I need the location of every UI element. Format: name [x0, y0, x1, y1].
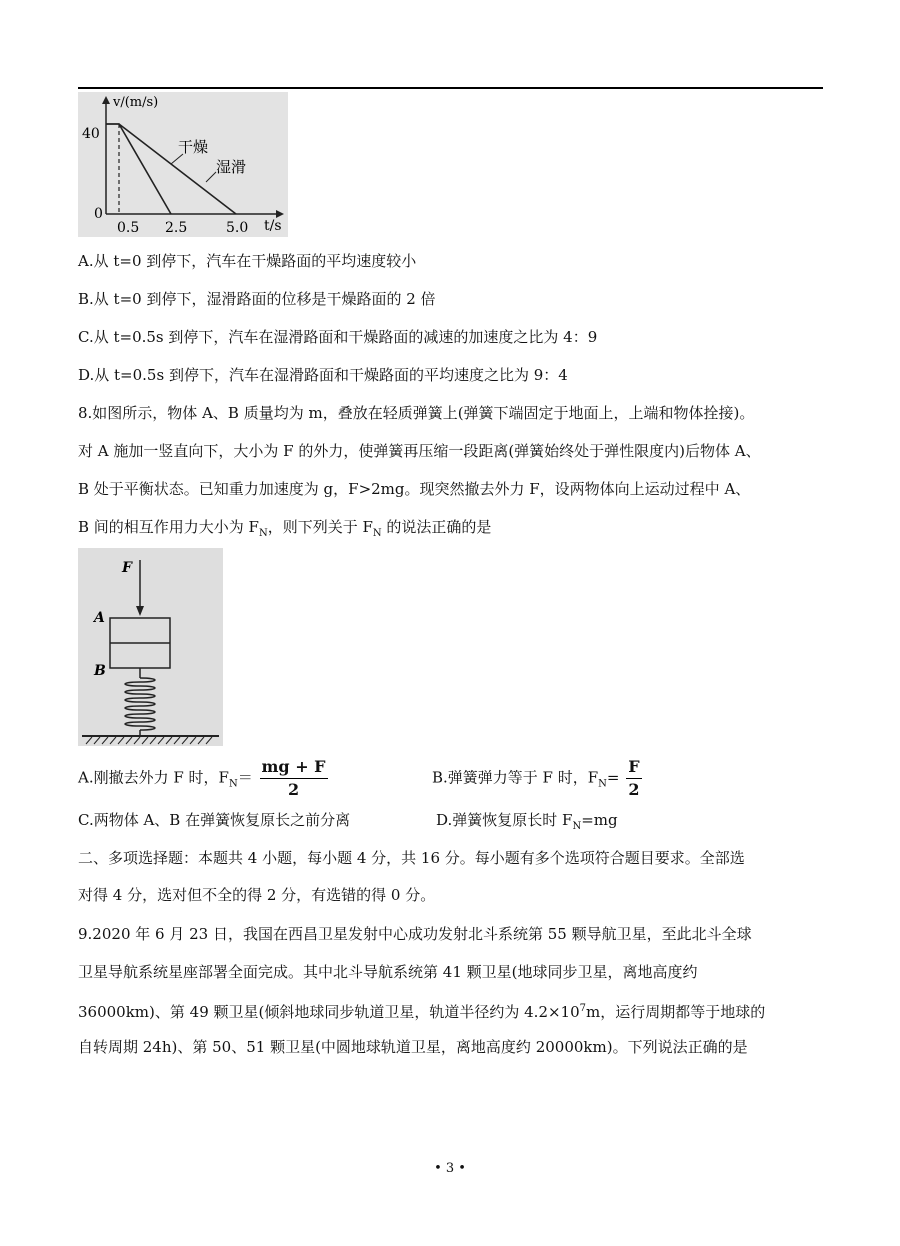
q8-option-c: C.两物体 A、B 在弹簧恢复原长之前分离	[78, 811, 351, 829]
origin-label: 0	[94, 206, 103, 222]
fraction-f-over-2: $\frac{F}{2}$	[628, 757, 640, 799]
fraction-mg-plus-f-over-2: $\frac{mg + F}{2}$	[261, 757, 326, 799]
q8-option-d: D.弹簧恢复原长时 $F_N=mg$	[436, 811, 618, 832]
block-a-label: A	[94, 610, 105, 626]
y-axis-label: v/(m/s)	[113, 95, 159, 110]
label-wet: 湿滑	[216, 158, 247, 176]
q9-stem-line-3: 36000km)、第 49 颗卫星(倾斜地球同步轨道卫星，轨道半径约为 $4.2\times 10^7m$，运行周期都等于地球的	[78, 1003, 766, 1021]
q8-option-a: A.刚撤去外力 F 时，$F_N=$ $\frac{mg + F}{2}$	[78, 757, 326, 799]
q7-option-a: A.从 t=0 到停下，汽车在干燥路面的平均速度较小	[78, 252, 417, 270]
section2-heading-line-1: 二、多项选择题：本题共 4 小题，每小题 4 分，共 16 分。每小题有多个选项符合题目要求。全部选	[78, 849, 745, 867]
q9-stem-line-1: 9.2020 年 6 月 23 日，我国在西昌卫星发射中心成功发射北斗系统第 55 颗导航卫星，至此北斗全球	[78, 925, 752, 943]
spring-blocks-diagram	[78, 548, 223, 746]
subscript-n: N	[258, 528, 268, 539]
x-axis-label: t/s	[264, 218, 282, 234]
q8-stem-line-3: B 处于平衡状态。已知重力加速度为 g，F>2mg。现突然撤去外力 F，设两物体向上运动过程中 A、	[78, 480, 751, 498]
q9-stem-line-2: 卫星导航系统星座部署全面完成。其中北斗导航系统第 41 颗卫星(地球同步卫星，离地高度约	[78, 963, 698, 981]
velocity-time-graph	[78, 92, 288, 237]
x-tick-label-0.5: 0.5	[117, 220, 140, 236]
exponent: 7	[579, 1003, 587, 1014]
graph-background	[78, 92, 288, 237]
x-tick-label-5.0: 5.0	[226, 220, 249, 236]
x-tick-label-2.5: 2.5	[165, 220, 188, 236]
q8-stem-line-1: 8.如图所示，物体 A、B 质量均为 m，叠放在轻质弹簧上(弹簧下端固定于地面上，上端和物体拴接)。	[78, 404, 755, 422]
q7-option-b: B.从 t=0 到停下，湿滑路面的位移是干燥路面的 2 倍	[78, 290, 436, 308]
q8-stem-line-2: 对 A 施加一竖直向下，大小为 F 的外力，使弹簧再压缩一段距离(弹簧始终处于弹性限度内)后物体 A、	[78, 442, 761, 460]
q9-stem-line-4: 自转周期 24h)、第 50、51 颗卫星(中圆地球轨道卫星，离地高度约 20000km)。下列说法正确的是	[78, 1038, 748, 1056]
section2-heading-line-2: 对得 4 分，选对但不全的得 2 分，有选错的得 0 分。	[78, 886, 436, 904]
force-label: F	[122, 560, 132, 576]
q7-option-d: D.从 t=0.5s 到停下，汽车在湿滑路面和干燥路面的平均速度之比为 9：4	[78, 366, 568, 384]
page-number: • 3 •	[434, 1161, 466, 1176]
q7-option-c: C.从 t=0.5s 到停下，汽车在湿滑路面和干燥路面的减速的加速度之比为 4：9	[78, 328, 598, 346]
header-rule	[78, 87, 823, 89]
block-b-label: B	[94, 663, 106, 679]
label-dry: 干燥	[178, 138, 209, 156]
q8-option-b: B.弹簧弹力等于 F 时，$F_N=$ $\frac{F}{2}$	[432, 757, 640, 799]
diagram-background	[78, 548, 223, 746]
subscript-n: N	[228, 778, 238, 790]
subscript-n: N	[598, 778, 607, 790]
subscript-n: N	[572, 821, 582, 832]
y-tick-label-40: 40	[82, 126, 100, 142]
q8-stem-line-4: B 间的相互作用力大小为 $F_N$，则下列关于 $F_N$ 的说法正确的是	[78, 518, 492, 539]
subscript-n: N	[372, 528, 382, 539]
